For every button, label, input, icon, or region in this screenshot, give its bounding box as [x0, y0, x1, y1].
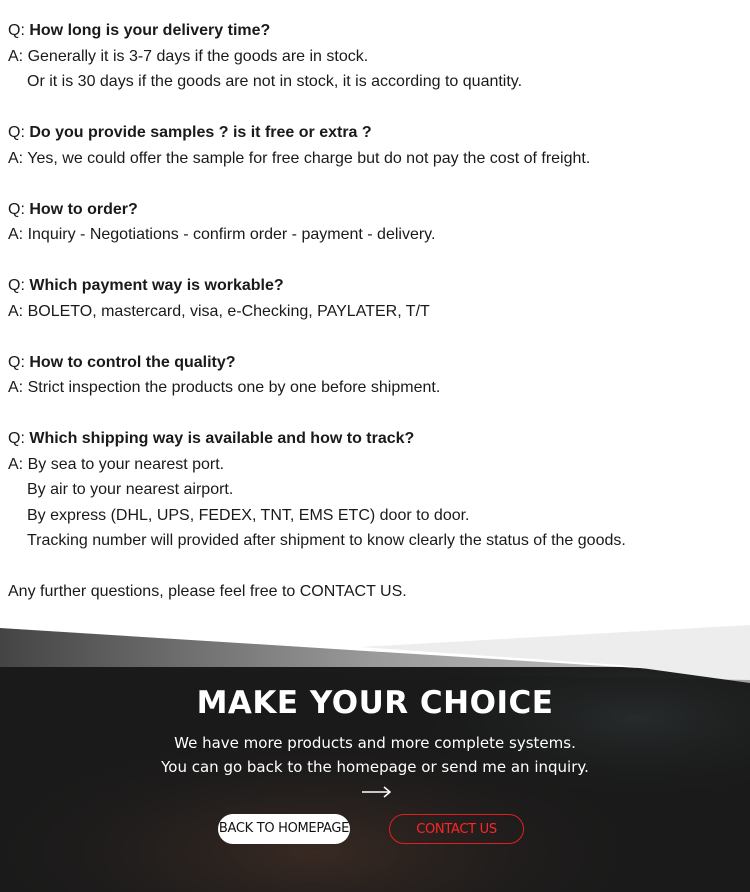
q-prefix: Q: [8, 22, 25, 39]
cta-subtitle: You can go back to the homepage or send me an inquiry. [161, 758, 589, 776]
answer-text: Generally it is 3-7 days if the goods are in stock. [27, 47, 369, 65]
answer-continuation: Tracking number will provided after shipment to know clearly the status of the goods. [27, 532, 626, 549]
answer-text: By sea to your nearest port. [27, 455, 225, 473]
faq-question [8, 350, 743, 376]
faq-item [8, 426, 743, 554]
answer-continuation: By express (DHL, UPS, FEDEX, TNT, EMS ETC) door to door. [27, 506, 470, 524]
cta-subtitle: We have more products and more complete systems. [174, 734, 576, 752]
faq-section [8, 18, 743, 605]
a-prefix: A: [8, 47, 24, 65]
question-text: How to order? [29, 200, 138, 218]
answer-text: BOLETO, mastercard, visa, e-Checking, PAYLATER, T/T [27, 302, 430, 320]
q-prefix: Q: [8, 430, 25, 447]
faq-question [8, 120, 743, 146]
q-prefix: Q: [8, 124, 25, 141]
a-prefix: A: [8, 379, 24, 396]
a-prefix: A: [8, 455, 24, 473]
cta-content [0, 625, 750, 892]
q-prefix: Q: [8, 353, 25, 371]
faq-answer [8, 44, 743, 70]
faq-answer [8, 146, 743, 172]
arrow-right-icon [360, 785, 394, 799]
answer-text: Inquiry - Negotiations - confirm order - payment - delivery. [27, 226, 436, 243]
faq-question [8, 197, 743, 223]
question-text: Which shipping way is available and how to track? [29, 430, 415, 447]
question-text: Do you provide samples ? is it free or extra ? [29, 124, 372, 141]
cta-headline: MAKE YOUR CHOICE [196, 685, 554, 721]
cta-footer [0, 625, 750, 892]
question-text: How long is your delivery time? [29, 22, 271, 39]
a-prefix: A: [8, 302, 24, 320]
back-to-homepage-button[interactable]: BACK TO HOMEPAGE [218, 814, 350, 844]
closing-text: Any further questions, please feel free to CONTACT US. [8, 583, 407, 600]
faq-question [8, 426, 743, 452]
q-prefix: Q: [8, 277, 25, 294]
answer-continuation: By air to your nearest airport. [27, 481, 234, 498]
question-text: Which payment way is workable? [29, 277, 284, 294]
faq-answer [8, 222, 743, 248]
faq-item [8, 197, 743, 248]
faq-item [8, 120, 743, 171]
faq-answer [8, 375, 743, 401]
faq-answer [8, 299, 743, 325]
answer-text: Yes, we could offer the sample for free charge but do not pay the cost of freight. [27, 149, 591, 167]
faq-answer [8, 452, 743, 478]
faq-question [8, 18, 743, 44]
faq-item [8, 273, 743, 324]
answer-text: Strict inspection the products one by one before shipment. [27, 379, 441, 396]
contact-us-button[interactable]: CONTACT US [389, 814, 524, 844]
a-prefix: A: [8, 226, 24, 243]
a-prefix: A: [8, 149, 24, 167]
answer-continuation: Or it is 30 days if the goods are not in stock, it is according to quantity. [27, 73, 523, 90]
faq-question [8, 273, 743, 299]
faq-item [8, 350, 743, 401]
question-text: How to control the quality? [29, 353, 236, 371]
faq-item [8, 18, 743, 95]
q-prefix: Q: [8, 200, 25, 218]
